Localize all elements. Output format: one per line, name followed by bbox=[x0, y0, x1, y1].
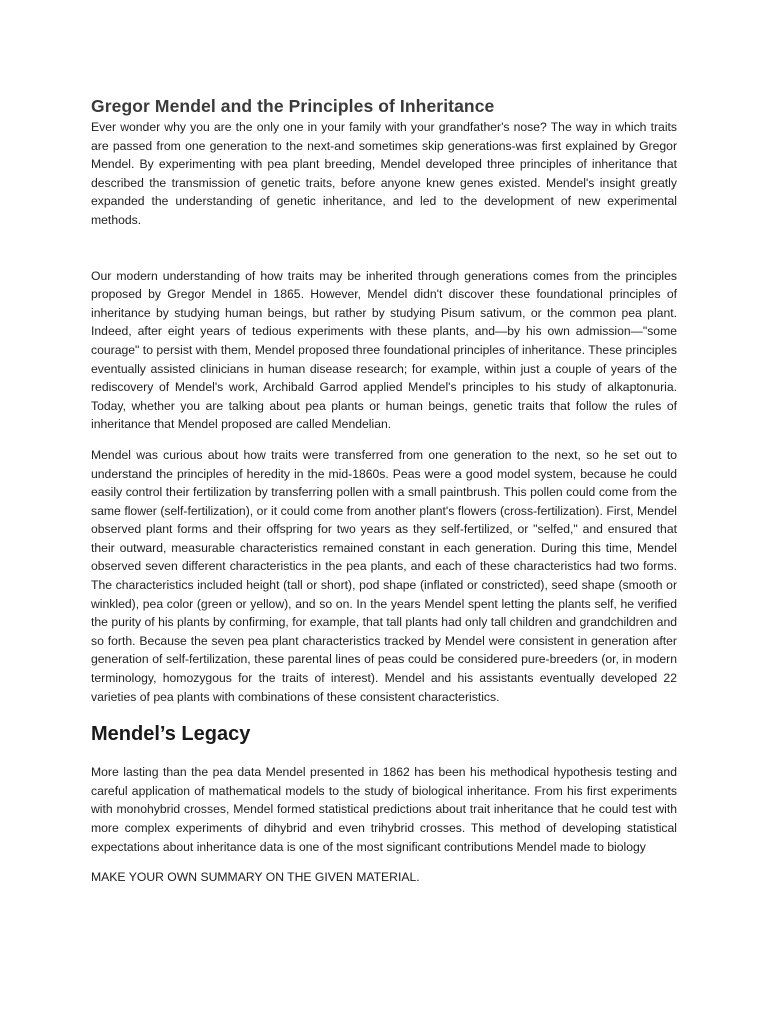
legacy-paragraph: More lasting than the pea data Mendel presented in 1862 has been his methodical hypothesis testing and careful application of mathematical models to the study of biological inheritance. From his first experiments with monohybrid crosses, Mendel formed statistical predictions about trait inheritance that he could test with more complex experiments of dihybrid and even trihybrid crosses. This method of developing statistical expectations about inheritance data is one of the most significant contributions Mendel made to biology bbox=[91, 765, 677, 854]
modern-understanding-paragraph: Our modern understanding of how traits may be inherited through generations comes from the principles proposed by Gregor Mendel in 1865. However, Mendel didn't discover these foundational principles of inheritance by studying human beings, but rather by studying Pisum sativum, or the common pea plant. Indeed, after eight years of tedious experiments with these plants, and—by his own admission—"some courage" to persist with them, Mendel proposed three foundational principles of inheritance. These principles eventually assisted clinicians in human disease research; for example, within just a couple of years of the rediscovery of Mendel's work, Archibald Garrod applied Mendel's principles to his study of alkaptonuria. Today, whether you are talking about pea plants or human beings, genetic traits that follow the rules of inheritance that Mendel proposed are called Mendelian. bbox=[91, 268, 677, 432]
document-page bbox=[91, 94, 677, 887]
summary-instruction: MAKE YOUR OWN SUMMARY ON THE GIVEN MATERIAL. bbox=[91, 870, 420, 885]
mendel-experiments-paragraph: Mendel was curious about how traits were transferred from one generation to the next, so he set out to understand the principles of heredity in the mid-1860s. Peas were a good model system, because he could easily control their fertilization by transferring pollen with a small paintbrush. This pollen could come from the same flower (self-fertilization), or it could come from another plant's flowers (cross-fertilization). First, Mendel observed plant forms and their offspring for two years as they self-fertilized, or "selfed," and ensured that their outward, measurable characteristics remained constant in each generation. During this time, Mendel observed seven different characteristics in the pea plants, and each of these characteristics had two forms. The characteristics included height (tall or short), pod shape (inflated or constricted), seed shape (smooth or winkled), pea color (green or yellow), and so on. In the years Mendel spent letting the plants self, he verified the purity of his plants by confirming, for example, that tall plants had only tall children and grandchildren and so forth. Because the seven pea plant characteristics tracked by Mendel were consistent in generation after generation of self-fertilization, these parental lines of peas could be considered pure-breeders (or, in modern terminology, homozygous for the traits of interest). Mendel and his assistants eventually developed 22 varieties of pea plants with combinations of these consistent characteristics. bbox=[91, 447, 678, 704]
document-title: Gregor Mendel and the Principles of Inheritance bbox=[91, 96, 495, 116]
intro-paragraph: Ever wonder why you are the only one in your family with your grandfather's nose? The way in which traits are passed from one generation to the next-and sometimes skip generations-was first explained by Gregor Mendel. By experimenting with pea plant breeding, Mendel developed three principles of inheritance that described the transmission of genetic traits, before anyone knew genes existed. Mendel's insight greatly expanded the understanding of genetic inheritance, and led to the development of new experimental methods. bbox=[91, 120, 677, 227]
legacy-heading: Mendel’s Legacy bbox=[91, 723, 251, 746]
